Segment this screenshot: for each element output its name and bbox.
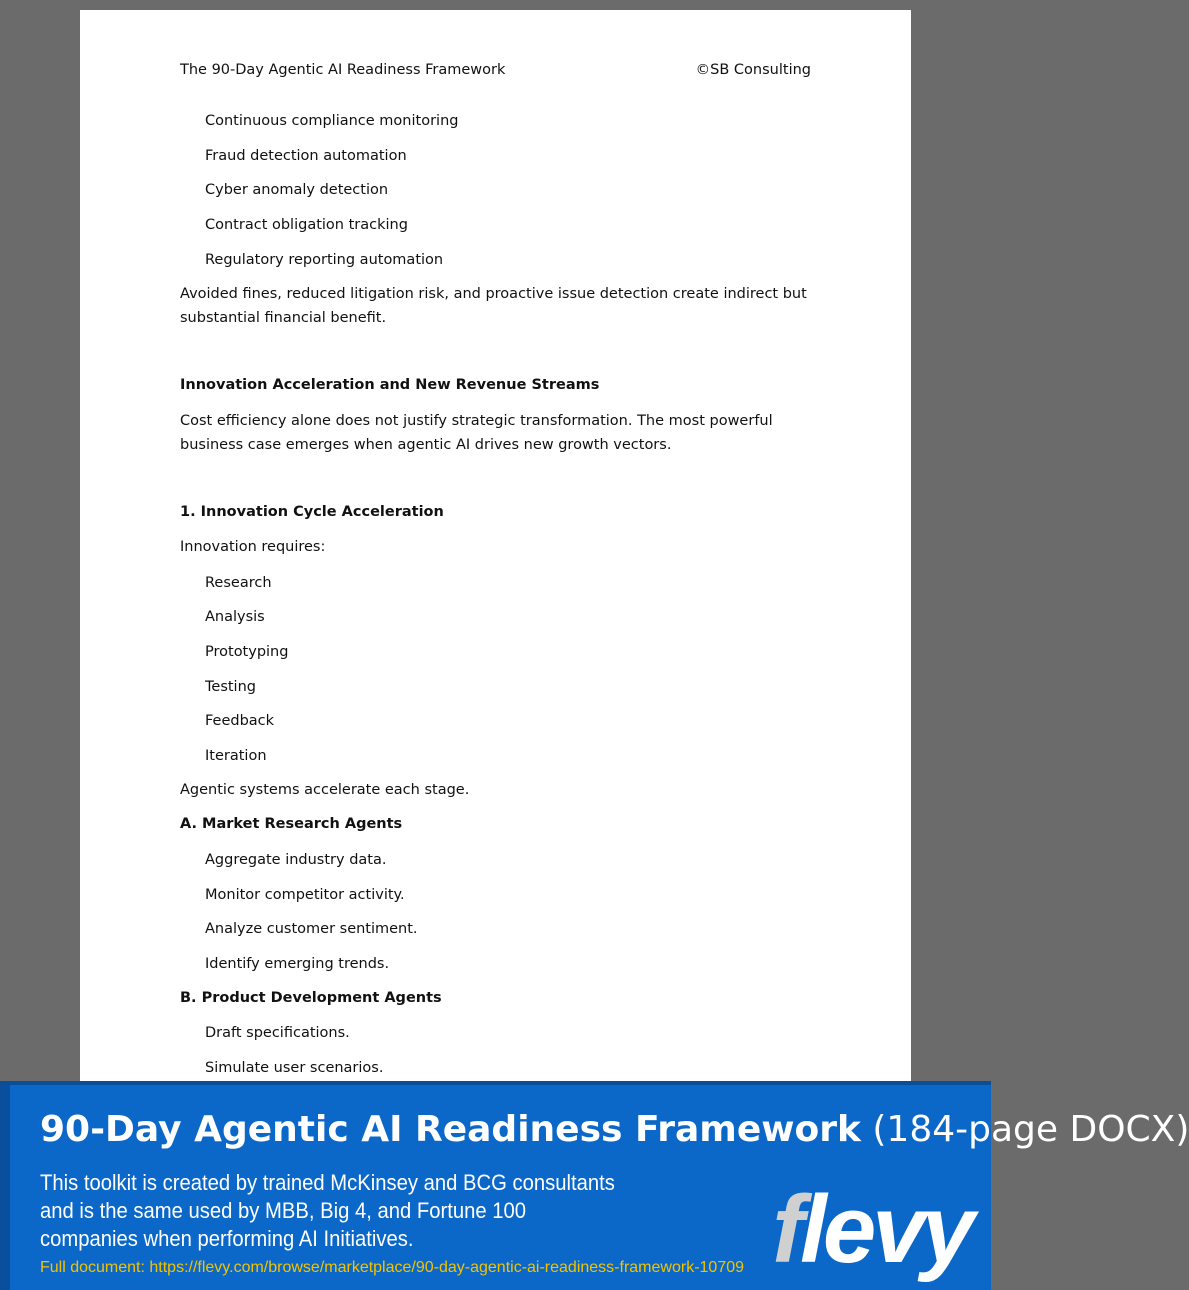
paragraph: Cost efficiency alone does not justify strategic transformation. The most powerful business case emerges when agentic AI drives new growth vectors.	[180, 413, 773, 453]
paragraph: Agentic systems accelerate each stage.	[180, 781, 470, 798]
promo-banner	[0, 1081, 1189, 1290]
section-heading: B. Product Development Agents	[180, 989, 442, 1006]
document-header	[180, 62, 811, 78]
list-item: Simulate user scenarios.	[205, 1060, 384, 1077]
banner-edge	[0, 1085, 10, 1290]
list-item: Prototyping	[205, 643, 289, 660]
copyright-notice: ©SB Consulting	[695, 62, 811, 78]
banner-title	[40, 1109, 1189, 1150]
list-item: Analyze customer sentiment.	[205, 921, 418, 938]
list-item: Continuous compliance monitoring	[205, 113, 459, 129]
list-item: Research	[205, 574, 272, 591]
list-item: Iteration	[205, 747, 267, 764]
full-document-link[interactable]: Full document: https://flevy.com/browse/marketplace/90-day-agentic-ai-readiness-framework-10709	[40, 1259, 745, 1276]
banner-title-format: (184-page DOCX)	[872, 1109, 1189, 1150]
list-item: Fraud detection automation	[205, 147, 407, 164]
list-item: Testing	[205, 678, 256, 695]
section-heading: 1. Innovation Cycle Acceleration	[180, 504, 444, 521]
list-item: Feedback	[205, 713, 275, 730]
banner-description: This toolkit is created by trained McKinsey and BCG consultants and is the same used by MBB, Big 4, and Fortune 100 companies when performing AI Initiatives.	[40, 1170, 615, 1251]
list-item: Analysis	[205, 609, 265, 626]
document-title: The 90-Day Agentic AI Readiness Framework	[180, 62, 506, 78]
section-heading: A. Market Research Agents	[180, 816, 403, 833]
flevy-logo[interactable]: flevy	[772, 1176, 971, 1283]
list-item: Identify emerging trends.	[205, 956, 390, 973]
list-item: Regulatory reporting automation	[205, 251, 444, 268]
paragraph: Avoided fines, reduced litigation risk, and proactive issue detection create indirect but substantial financial benefit.	[180, 286, 807, 326]
section-heading: Innovation Acceleration and New Revenue Streams	[180, 377, 600, 394]
list-item: Draft specifications.	[205, 1025, 350, 1042]
list-item: Aggregate industry data.	[205, 852, 387, 868]
document-content	[180, 110, 811, 1092]
paragraph: Innovation requires:	[180, 538, 326, 555]
banner-title-main: 90-Day Agentic AI Readiness Framework	[40, 1109, 861, 1150]
document-page	[80, 10, 911, 1090]
list-item: Cyber anomaly detection	[205, 182, 389, 199]
list-item: Monitor competitor activity.	[205, 886, 405, 903]
list-item: Contract obligation tracking	[205, 217, 408, 234]
